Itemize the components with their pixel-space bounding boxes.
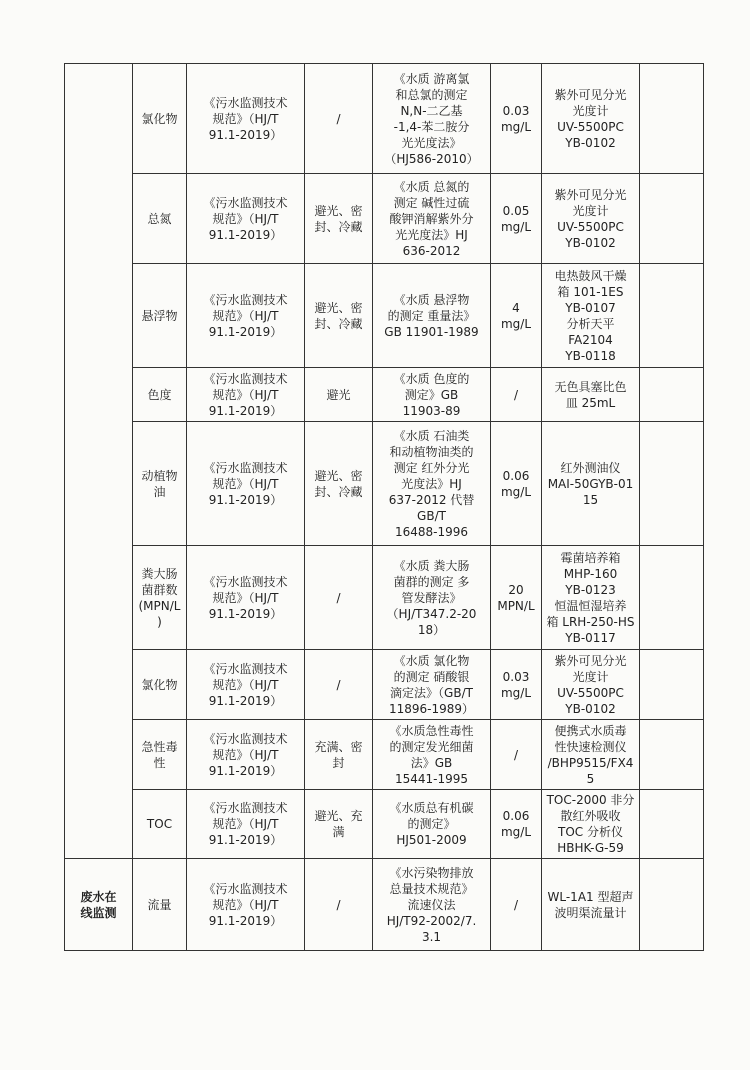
item-cell: 悬浮物: [133, 264, 187, 368]
spec-cell: 《污水监测技术 规范》（HJ/T 91.1-2019）: [187, 546, 305, 650]
remark-cell: [640, 546, 704, 650]
category-cell: 废水在 线监测: [65, 859, 133, 951]
spec-cell: 《污水监测技术 规范》（HJ/T 91.1-2019）: [187, 859, 305, 951]
preserve-cell: 充满、密 封: [305, 720, 373, 790]
preserve-cell: /: [305, 859, 373, 951]
limit-cell: 0.05 mg/L: [491, 174, 542, 264]
limit-cell: 0.06 mg/L: [491, 790, 542, 859]
preserve-cell: 避光、密 封、冷藏: [305, 264, 373, 368]
instrument-cell: 红外测油仪 MAI-50GYB-01 15: [542, 422, 640, 546]
method-cell: 《水质 总氮的 测定 碱性过硫 酸钾消解紫外分 光光度法》HJ 636-2012: [373, 174, 491, 264]
instrument-cell: 便携式水质毒 性快速检测仪 /BHP9515/FX4 5: [542, 720, 640, 790]
limit-cell: /: [491, 368, 542, 422]
item-cell: 动植物 油: [133, 422, 187, 546]
preserve-cell: /: [305, 64, 373, 174]
category-cell: [65, 64, 133, 859]
remark-cell: [640, 720, 704, 790]
table-row: [65, 264, 704, 368]
spec-cell: 《污水监测技术 规范》（HJ/T 91.1-2019）: [187, 720, 305, 790]
table-row: [65, 790, 704, 859]
spec-cell: 《污水监测技术 规范》（HJ/T 91.1-2019）: [187, 422, 305, 546]
item-cell: 氯化物: [133, 650, 187, 720]
preserve-cell: 避光: [305, 368, 373, 422]
method-cell: 《水质 悬浮物 的测定 重量法》 GB 11901-1989: [373, 264, 491, 368]
table-row: [65, 64, 704, 174]
remark-cell: [640, 368, 704, 422]
table-row: [65, 174, 704, 264]
item-cell: 色度: [133, 368, 187, 422]
remark-cell: [640, 422, 704, 546]
preserve-cell: /: [305, 546, 373, 650]
instrument-cell: 紫外可见分光 光度计 UV-5500PC YB-0102: [542, 64, 640, 174]
method-cell: 《水质 色度的 测定》GB 11903-89: [373, 368, 491, 422]
item-cell: TOC: [133, 790, 187, 859]
item-cell: 急性毒 性: [133, 720, 187, 790]
limit-cell: 0.06 mg/L: [491, 422, 542, 546]
instrument-cell: TOC-2000 非分 散红外吸收 TOC 分析仪 HBHK-G-59: [542, 790, 640, 859]
preserve-cell: 避光、密 封、冷藏: [305, 174, 373, 264]
remark-cell: [640, 264, 704, 368]
spec-cell: 《污水监测技术 规范》（HJ/T 91.1-2019）: [187, 790, 305, 859]
spec-cell: 《污水监测技术 规范》（HJ/T 91.1-2019）: [187, 368, 305, 422]
method-cell: 《水质 氯化物 的测定 硝酸银 滴定法》（GB/T 11896-1989）: [373, 650, 491, 720]
limit-cell: 4 mg/L: [491, 264, 542, 368]
spec-cell: 《污水监测技术 规范》（HJ/T 91.1-2019）: [187, 174, 305, 264]
method-cell: 《水质急性毒性 的测定发光细菌 法》GB 15441-1995: [373, 720, 491, 790]
method-cell: 《水质 石油类 和动植物油类的 测定 红外分光 光度法》HJ 637-2012 代替 GB/T 16488-1996: [373, 422, 491, 546]
remark-cell: [640, 174, 704, 264]
item-cell: 流量: [133, 859, 187, 951]
spec-cell: 《污水监测技术 规范》（HJ/T 91.1-2019）: [187, 264, 305, 368]
item-cell: 氯化物: [133, 64, 187, 174]
item-cell: 粪大肠 菌群数 (MPN/L ): [133, 546, 187, 650]
instrument-cell: 电热鼓风干燥 箱 101-1ES YB-0107 分析天平 FA2104 YB-0118: [542, 264, 640, 368]
table-row: [65, 422, 704, 546]
preserve-cell: 避光、密 封、冷藏: [305, 422, 373, 546]
item-cell: 总氮: [133, 174, 187, 264]
instrument-cell: 紫外可见分光 光度计 UV-5500PC YB-0102: [542, 174, 640, 264]
remark-cell: [640, 790, 704, 859]
method-cell: 《水污染物排放 总量技术规范》 流速仪法 HJ/T92-2002/7. 3.1: [373, 859, 491, 951]
method-cell: 《水质总有机碳 的测定》 HJ501-2009: [373, 790, 491, 859]
remark-cell: [640, 64, 704, 174]
remark-cell: [640, 859, 704, 951]
method-cell: 《水质 粪大肠 菌群的测定 多 管发酵法》 （HJ/T347.2-20 18）: [373, 546, 491, 650]
spec-cell: 《污水监测技术 规范》（HJ/T 91.1-2019）: [187, 64, 305, 174]
table-row: [65, 546, 704, 650]
limit-cell: 0.03 mg/L: [491, 64, 542, 174]
limit-cell: /: [491, 859, 542, 951]
preserve-cell: 避光、充 满: [305, 790, 373, 859]
table-row: [65, 720, 704, 790]
instrument-cell: 霉菌培养箱 MHP-160 YB-0123 恒温恒湿培养 箱 LRH-250-HS YB-0117: [542, 546, 640, 650]
table-row: [65, 368, 704, 422]
instrument-cell: WL-1A1 型超声 波明渠流量计: [542, 859, 640, 951]
remark-cell: [640, 650, 704, 720]
table-row: [65, 650, 704, 720]
spec-cell: 《污水监测技术 规范》（HJ/T 91.1-2019）: [187, 650, 305, 720]
preserve-cell: /: [305, 650, 373, 720]
limit-cell: 20 MPN/L: [491, 546, 542, 650]
instrument-cell: 紫外可见分光 光度计 UV-5500PC YB-0102: [542, 650, 640, 720]
table-row: [65, 859, 704, 951]
limit-cell: /: [491, 720, 542, 790]
method-cell: 《水质 游离氯 和总氯的测定 N,N-二乙基 -1,4-苯二胺分 光光度法》 （HJ586-2010）: [373, 64, 491, 174]
limit-cell: 0.03 mg/L: [491, 650, 542, 720]
monitoring-methods-table: [64, 63, 704, 951]
instrument-cell: 无色具塞比色 皿 25mL: [542, 368, 640, 422]
